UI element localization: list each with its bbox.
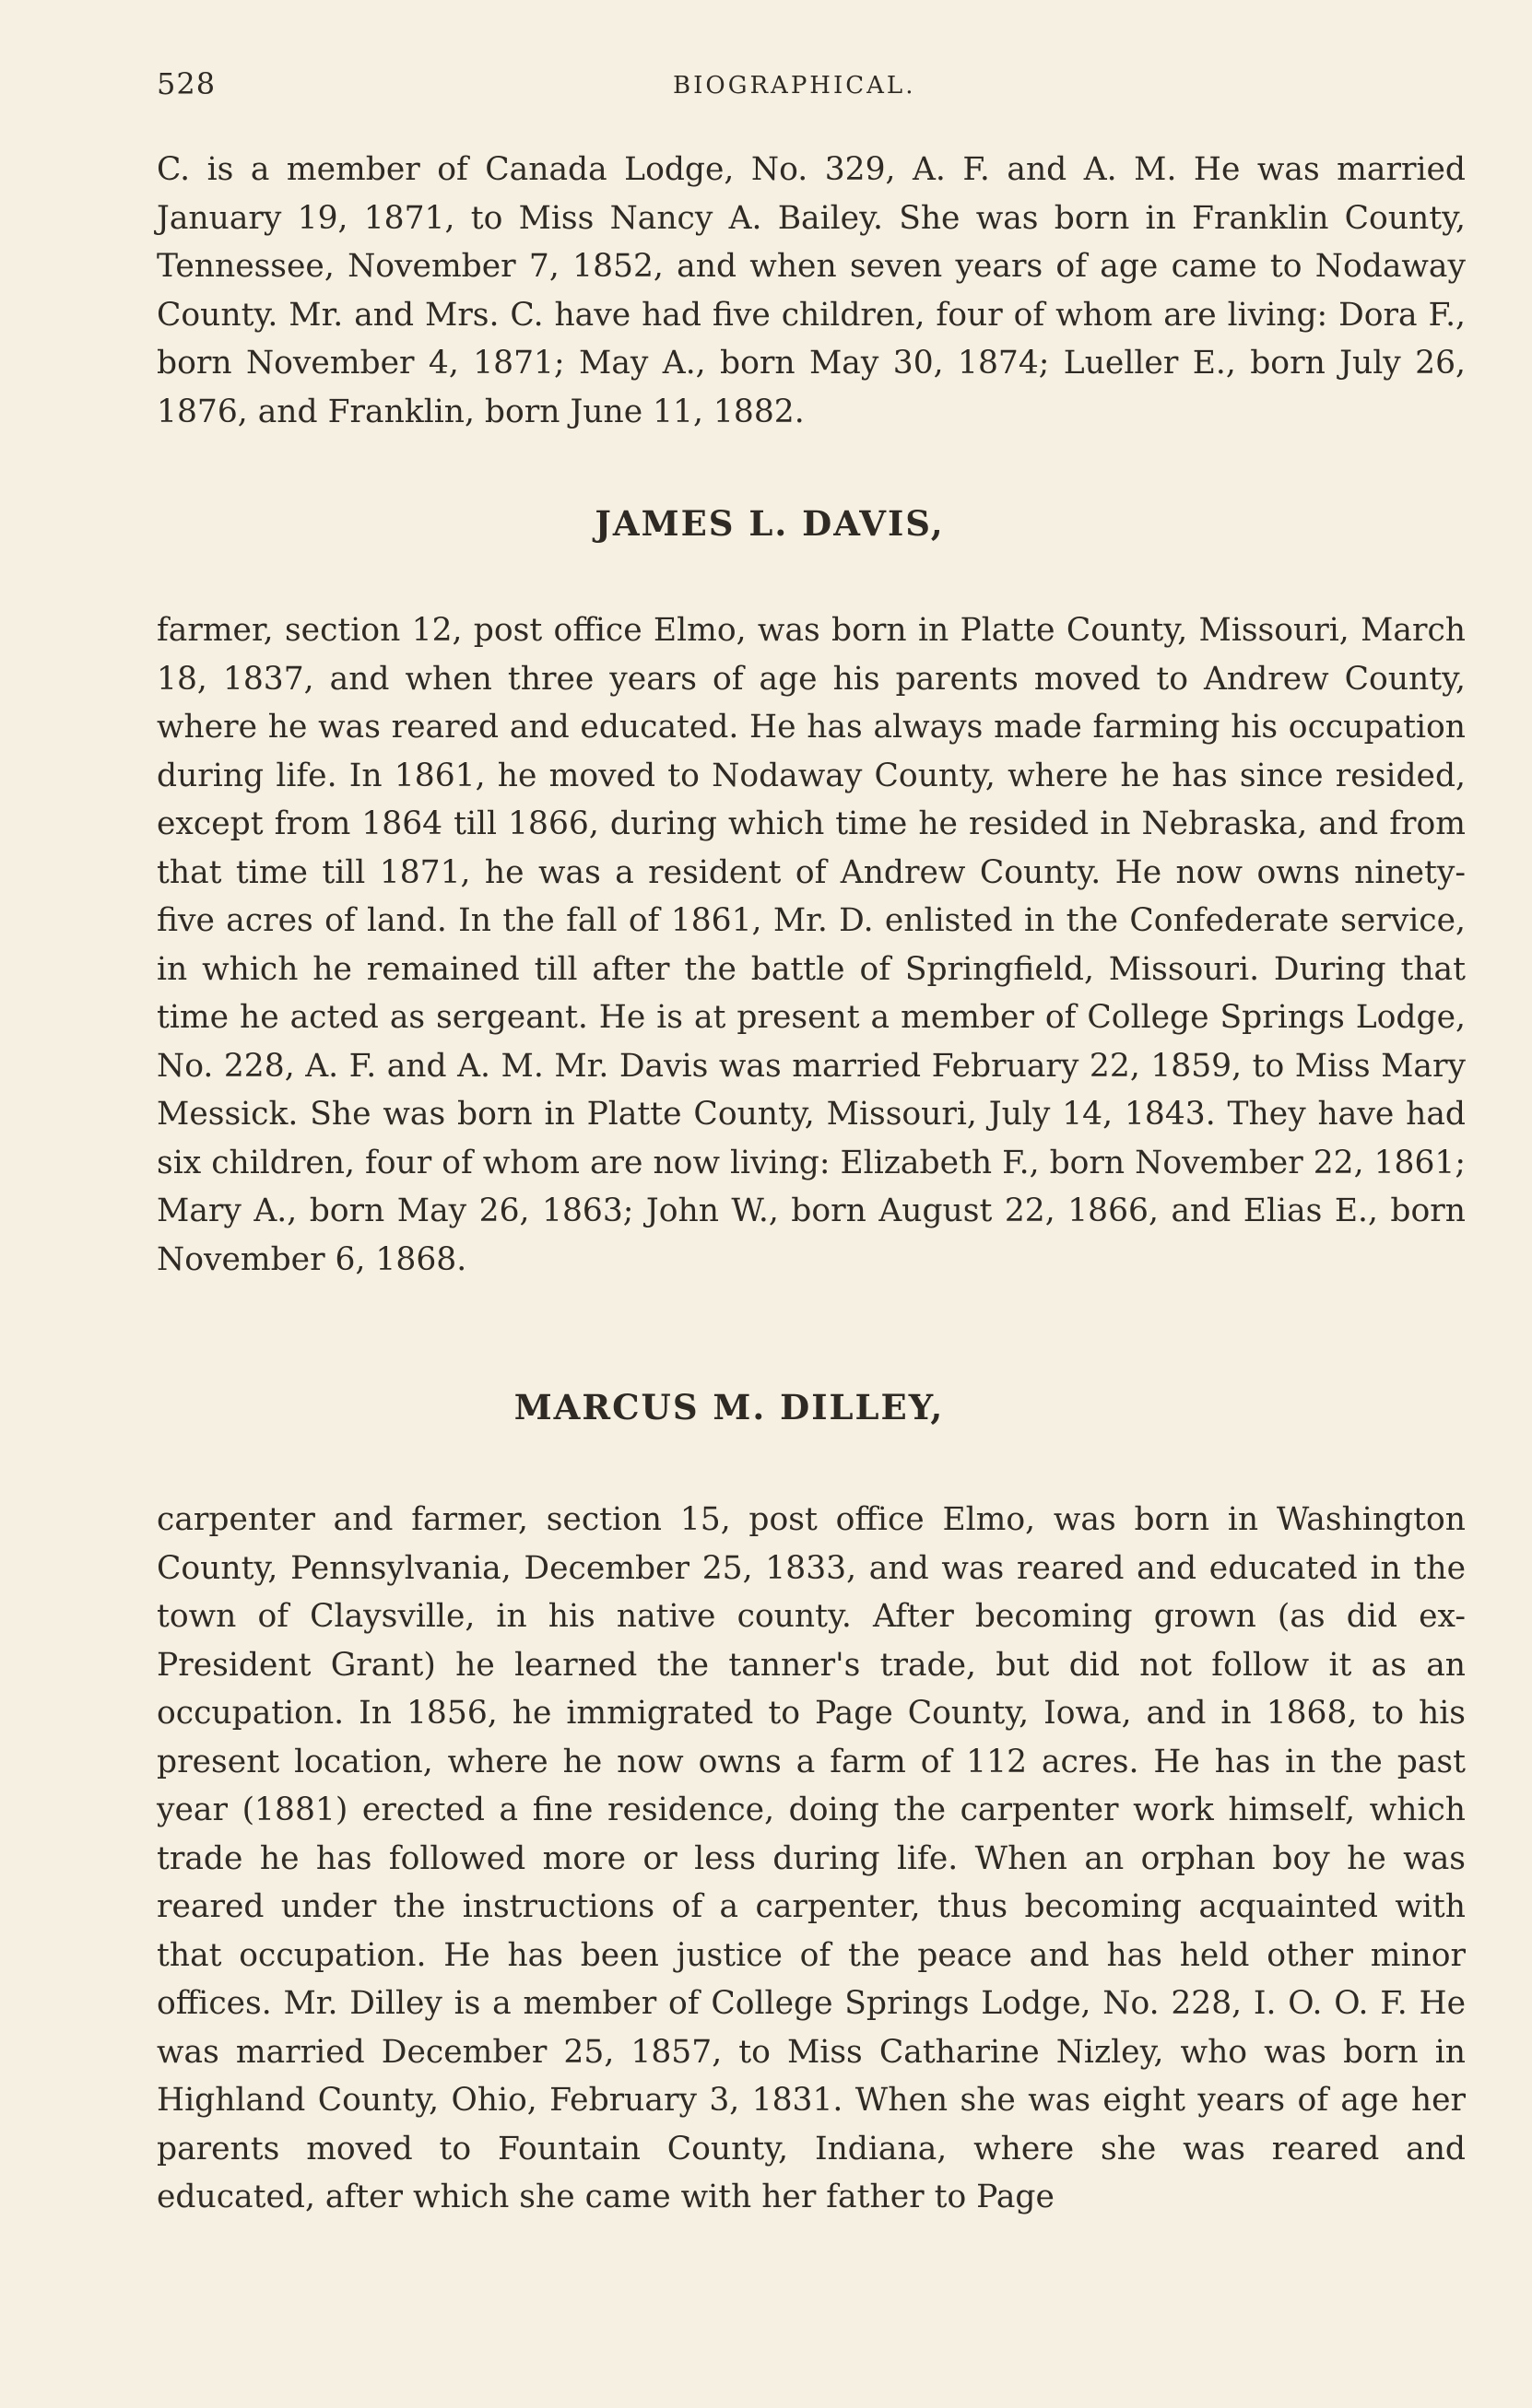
page-number: 528 [157,66,217,101]
continuation-paragraph: C. is a member of Canada Lodge, No. 329, A. F. and A. M. He was married January 19, 1871, to Miss Nancy A. Bailey. She was born in Franklin County, Tennessee, November 7, 1852, and when seven years of age came to Nodaway County. Mr. and Mrs. C. have had five children, four of whom are living: Dora F., born November 4, 1871; May A., born May 30, 1874; Lueller E., born July 26, 1876, and Franklin, born June 11, 1882. [157,151,1466,430]
running-head: BIOGRAPHICAL. [673,72,916,100]
entry-text-dilley: carpenter and farmer, section 15, post office Elmo, was born in Washington County, Pennsylvania, December 25, 1833, and was reared and educated in the town of Claysville, in his native county. After becoming grown (as did ex-President Grant) he learned the tanner's trade, but did not follow it as an occupation. In 1856, he immigrated to Page County, Iowa, and in 1868, to his present location, where he now owns a farm of 112 acres. He has in the past year (1881) erected a fine residence, doing the carpenter work himself, which trade he has followed more or less during life. When an orphan boy he was reared under the instructions of a carpenter, thus becoming acquainted with that occupation. He has been justice of the peace and has held other minor offices. Mr. Dilley is a member of College Springs Lodge, No. 228, I. O. O. F. He was married December 25, 1857, to Miss Catharine Nizley, who was born in Highland County, Ohio, February 3, 1831. When she was eight years of age her parents moved to Fountain County, Indiana, where she was reared and educated, after which she came with her father to Page [157,1501,1466,2215]
entry-title-dilley: MARCUS M. DILLEY, [513,1387,945,1427]
page-header [157,66,1466,122]
entry-text-davis: farmer, section 12, post office Elmo, was born in Platte County, Missouri, March 18, 1837, and when three years of age his parents moved to Andrew County, where he was reared and educated. He has always made farming his occupation during life. In 1861, he moved to Nodaway County, where he has since resided, except from 1864 till 1866, during which time he resided in Nebraska, and from that time till 1871, he was a resident of Andrew County. He now owns ninety-five acres of land. In the fall of 1861, Mr. D. enlisted in the Confederate service, in which he remained till after the battle of Springfield, Missouri. During that time he acted as sergeant. He is at present a member of College Springs Lodge, No. 228, A. F. and A. M. Mr. Davis was married February 22, 1859, to Miss Mary Messick. She was born in Platte County, Missouri, July 14, 1843. They have had six children, four of whom are now living: Elizabeth F., born November 22, 1861; Mary A., born May 26, 1863; John W., born August 22, 1866, and Elias E., born November 6, 1868. [157,612,1466,1278]
entry-title-davis: JAMES L. DAVIS, [595,503,945,544]
